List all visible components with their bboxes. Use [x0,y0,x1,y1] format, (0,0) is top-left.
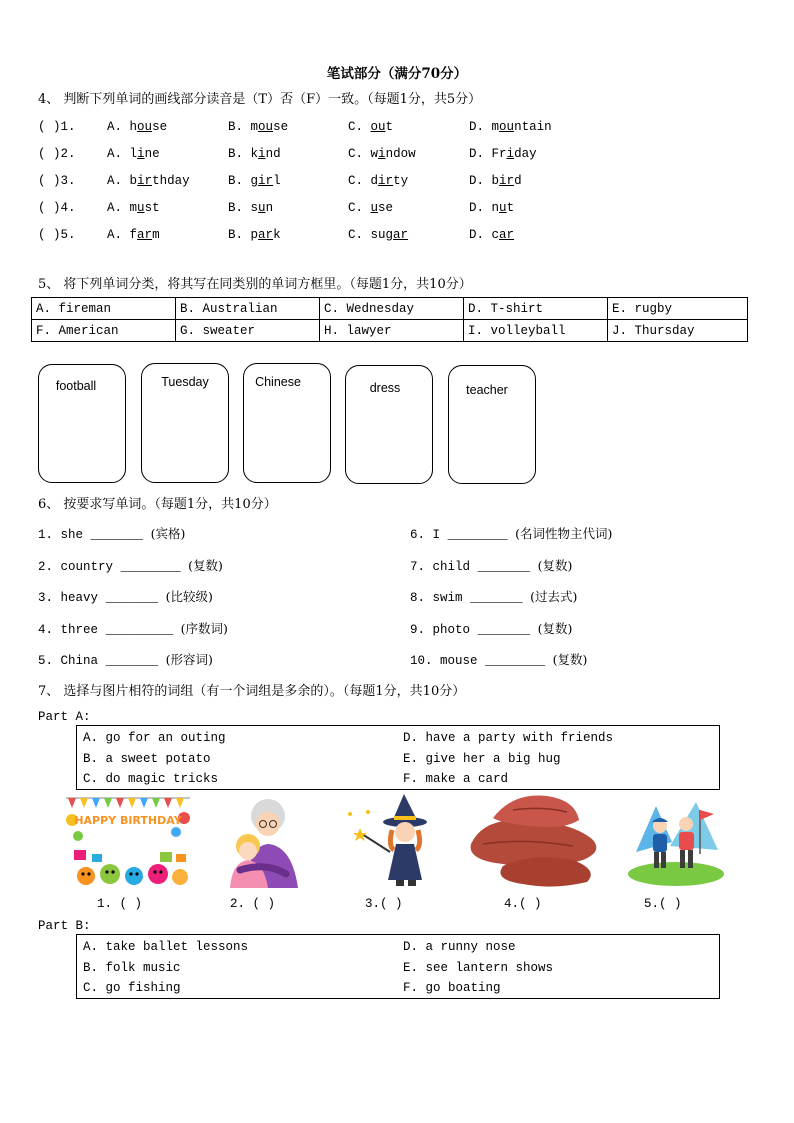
word-option-d [469,120,552,134]
word-suffix: day [514,147,537,161]
item-word: heavy [60,591,99,605]
underlined-letters: u [370,201,379,215]
item-number: 1. [38,528,54,542]
word-suffix: se [273,120,289,134]
option-b: B. a sweet potato [83,752,211,766]
item-word: swim [432,591,463,605]
option-a: A. go for an outing [83,731,226,745]
option-letter: C. [348,201,364,215]
option-letter: D. [469,228,485,242]
option-letter: A. [107,228,123,242]
underlined-letters: u [137,201,145,215]
item-number: 6. [410,528,426,542]
option-c: C. go fishing [83,981,181,995]
fill-in-item [410,587,577,605]
question-number[interactable]: ( )1. [38,120,76,134]
word-option-a [107,174,190,188]
word-option-c [348,147,416,161]
table-cell: J. Thursday [608,320,748,342]
banner-text: HAPPY BIRTHDAY [74,814,182,827]
table-cell: H. lawyer [320,320,464,342]
word-prefix: s [250,201,259,215]
underlined-letters: ir [258,174,274,188]
item-hint: (复数) [188,558,223,573]
underlined-letters: ar [499,228,515,242]
word-suffix: t [385,120,394,134]
birthday-banner-icon [64,792,192,890]
word-option-b [228,174,281,188]
word-option-b [228,201,273,215]
underlined-letters: i [137,147,145,161]
item-word: I [432,528,441,542]
option-e: E. give her a big hug [403,752,561,766]
fill-in-item [410,524,612,542]
word-suffix: se [378,201,394,215]
option-letter: B. [228,120,244,134]
part-a-options [76,725,720,790]
sweet-potato-icon [463,790,605,890]
option-letter: A. [107,147,123,161]
item-word: China [60,654,99,668]
underlined-letters: ar [137,228,153,242]
word-suffix: ntain [514,120,552,134]
fill-in-item [410,650,587,668]
grandma-hug-icon [226,794,302,888]
word-prefix: m [491,120,500,134]
item-word: photo [432,623,471,637]
word-suffix: ne [144,147,160,161]
option-letter: D. [469,147,485,161]
option-letter: B. [228,147,244,161]
word-option-c [348,120,393,134]
picture-answer-1[interactable]: 1. ( ) [97,897,143,911]
underlined-letters: ou [258,120,274,134]
word-option-d [469,228,514,242]
word-prefix: k [250,147,259,161]
table-cell: D. T-shirt [464,298,608,320]
underlined-letters: ir [137,174,153,188]
question-number[interactable]: ( )3. [38,174,76,188]
table-row [32,320,748,342]
answer-blank[interactable]: _______ [477,623,531,637]
underlined-letters: ou [370,120,386,134]
table-cell: B. Australian [176,298,320,320]
category-box-teacher[interactable] [448,365,536,484]
category-label: dress [369,381,401,395]
item-number: 10. [410,654,433,668]
item-word: child [432,560,471,574]
word-prefix: d [370,174,379,188]
answer-blank[interactable]: _______ [470,591,523,605]
answer-blank[interactable]: _______ [90,528,144,542]
answer-blank[interactable]: ________ [120,560,181,574]
option-letter: C. [348,228,364,242]
answer-blank[interactable]: ________ [485,654,546,668]
picture-answer-5[interactable]: 5.( ) [644,897,682,911]
option-d: D. a runny nose [403,940,516,954]
word-prefix: m [250,120,259,134]
underlined-letters: ir [378,174,394,188]
word-option-c [348,201,393,215]
section-5-heading: 5、 将下列单词分类，将其写在同类别的单词方框里。（每题1分，共10分） [38,277,472,292]
item-hint: (比较级) [165,589,213,604]
answer-blank[interactable]: _______ [105,654,159,668]
question-number[interactable]: ( )5. [38,228,76,242]
table-cell: E. rugby [608,298,748,320]
item-number: 3. [38,591,54,605]
underlined-letters: i [378,147,386,161]
word-suffix: st [144,201,160,215]
word-suffix: se [152,120,168,134]
option-letter: B. [228,228,244,242]
word-option-d [469,174,522,188]
picture-answer-4[interactable]: 4.( ) [504,897,542,911]
word-option-a [107,147,160,161]
part-b-label: Part B: [38,919,91,933]
section-6-heading: 6、 按要求写单词。（每题1分，共10分） [38,497,277,512]
word-option-a [107,228,160,242]
word-prefix: c [491,228,500,242]
item-hint: (复数) [537,558,573,573]
fill-in-item [410,619,572,637]
category-label: teacher [466,383,508,397]
part-b-options [76,934,720,999]
option-letter: C. [348,147,364,161]
option-d: D. have a party with friends [403,731,614,745]
part-a-label: Part A: [38,710,91,724]
word-option-c [348,174,408,188]
table-cell: G. sweater [176,320,320,342]
underlined-letters: i [506,147,515,161]
option-letter: C. [348,120,364,134]
page-title: 笔试部分（满分70分） [326,66,468,82]
table-cell: I. volleyball [464,320,608,342]
fill-in-item [38,587,213,605]
option-letter: A. [107,201,123,215]
option-letter: A. [107,120,123,134]
fill-in-item [38,524,185,542]
underlined-letters: ou [137,120,153,134]
word-prefix: Fr [491,147,507,161]
underlined-letters: i [258,147,266,161]
item-number: 4. [38,623,54,637]
underlined-letters: ou [499,120,515,134]
word-option-b [228,147,281,161]
option-f: F. make a card [403,772,509,786]
answer-blank[interactable]: ________ [447,528,508,542]
word-prefix: b [129,174,138,188]
item-word: country [60,560,114,574]
category-box-chinese[interactable] [243,363,331,483]
word-option-b [228,228,281,242]
option-letter: D. [469,174,485,188]
word-prefix: w [370,147,379,161]
item-hint: (过去式) [530,589,578,604]
word-prefix: h [129,120,138,134]
item-hint: (复数) [537,621,573,636]
word-suffix: d [514,174,522,188]
option-a: A. take ballet lessons [83,940,249,954]
question-number[interactable]: ( )2. [38,147,76,161]
word-prefix: p [250,228,259,242]
item-number: 5. [38,654,54,668]
item-word: three [60,623,99,637]
item-hint: (名词性物主代词) [515,526,613,541]
fill-in-item [38,556,223,574]
underlined-letters: ar [258,228,274,242]
word-option-b [228,120,288,134]
word-suffix: ndow [385,147,416,161]
item-word: mouse [440,654,478,668]
option-letter: B. [228,174,244,188]
item-word: she [60,528,84,542]
word-prefix: sug [370,228,394,242]
word-prefix: b [491,174,500,188]
section-4-heading: 4、 判断下列单词的画线部分读音是（T）否（F）一致。（每题1分，共5分） [38,92,482,107]
option-b: B. folk music [83,961,181,975]
category-label: Tuesday [161,375,209,389]
item-hint: (形容词) [165,652,213,667]
item-hint: (宾格) [150,526,186,541]
option-letter: C. [348,174,364,188]
underlined-letters: u [499,201,507,215]
word-suffix: n [265,201,274,215]
underlined-letters: u [258,201,266,215]
word-option-d [469,147,537,161]
word-option-a [107,201,160,215]
underlined-letters: ar [393,228,409,242]
word-option-a [107,120,167,134]
word-prefix: n [491,201,500,215]
item-number: 2. [38,560,54,574]
answer-blank[interactable]: _________ [105,623,174,637]
table-cell: C. Wednesday [320,298,464,320]
word-suffix: nd [265,147,281,161]
word-suffix: m [152,228,160,242]
category-label: football [55,379,97,393]
item-hint: (序数词) [180,621,228,636]
witch-magic-icon [346,792,436,888]
item-hint: (复数) [552,652,588,667]
word-option-c [348,228,408,242]
word-suffix: l [273,174,281,188]
fill-in-item [410,556,572,574]
category-box-football[interactable] [38,364,126,483]
table-cell: A. fireman [32,298,176,320]
word-option-d [469,201,514,215]
option-f: F. go boating [403,981,501,995]
word-suffix: k [273,228,281,242]
category-box-tuesday[interactable] [141,363,229,483]
table-row [32,298,748,320]
picture-answer-2[interactable]: 2. ( ) [230,897,276,911]
category-box-dress[interactable] [345,365,433,484]
word-suffix: ty [393,174,409,188]
fill-in-item [38,619,228,637]
fill-in-item [38,650,213,668]
item-number: 7. [410,560,426,574]
word-suffix: thday [152,174,190,188]
answer-blank[interactable]: _______ [105,591,159,605]
word-suffix: t [506,201,515,215]
option-e: E. see lantern shows [403,961,554,975]
option-letter: D. [469,201,485,215]
word-prefix: f [129,228,138,242]
word-prefix: g [250,174,259,188]
table-cell: F. American [32,320,176,342]
hikers-outing-icon [626,792,724,886]
option-letter: D. [469,120,485,134]
item-number: 8. [410,591,426,605]
word-prefix: m [129,201,138,215]
word-prefix: l [129,147,138,161]
category-label: Chinese [255,375,301,389]
word-table [31,297,748,342]
section-7-heading: 7、 选择与图片相符的词组（有一个词组是多余的）。（每题1分，共10分） [38,684,466,699]
option-letter: A. [107,174,123,188]
question-number[interactable]: ( )4. [38,201,76,215]
underlined-letters: ir [499,174,515,188]
answer-blank[interactable]: _______ [477,560,531,574]
item-number: 9. [410,623,426,637]
picture-answer-3[interactable]: 3.( ) [365,897,403,911]
option-c: C. do magic tricks [83,772,219,786]
option-letter: B. [228,201,244,215]
